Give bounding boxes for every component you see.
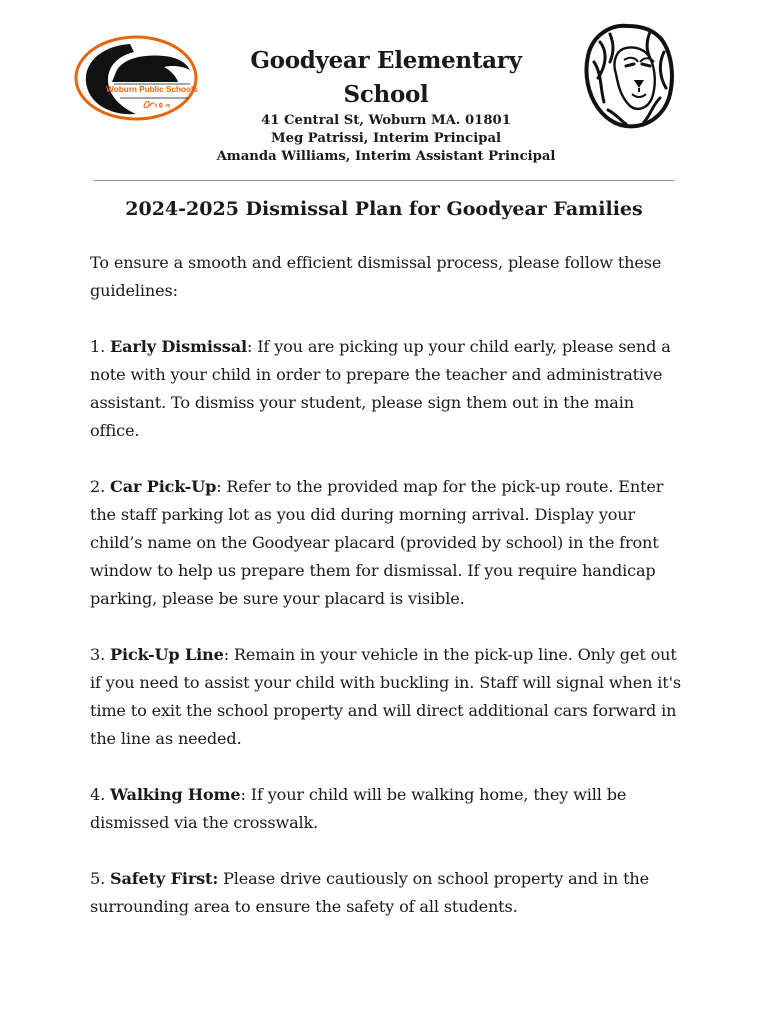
guideline-text: Please drive cautiously on school property and in the surrounding area to ensure the safety of all students. [90, 869, 649, 916]
guideline-separator: : [212, 869, 219, 888]
principal-name: Meg Patrissi, Interim Principal [270, 131, 501, 146]
guideline-number: 2. [90, 477, 106, 496]
document-body [90, 249, 682, 949]
assistant-principal-name: Amanda Williams, Interim Assistant Principal [216, 149, 556, 164]
guideline-early-dismissal [90, 333, 682, 445]
guideline-separator: : [246, 337, 253, 356]
guideline-pick-up-line [90, 641, 682, 753]
guideline-safety-first [90, 865, 682, 921]
guideline-text: Refer to the provided map for the pick-up route. Enter the staff parking lot as you did during morning arrival. Display your child’s name on the Goodyear placard (provided by school) in the front window to help us prepare them for dismissal. If you require handicap parking, please be sure your placard is visible. [90, 477, 664, 608]
guideline-heading: Walking Home [110, 785, 241, 804]
school-info [206, 44, 566, 166]
guideline-separator: : [223, 645, 229, 664]
guideline-heading: Car Pick-Up [110, 477, 217, 496]
guideline-text: If you are picking up your child early, please send a note with your child in order to prepare the teacher and administrative assistant. To dismiss your student, please sign them out in the main office. [90, 337, 671, 440]
header-divider [94, 180, 674, 181]
guideline-number: 5. [90, 869, 106, 888]
guideline-separator: : [240, 785, 246, 804]
guideline-heading [110, 869, 218, 888]
guideline-number: 3. [90, 645, 106, 664]
school-address: 41 Central St, Woburn MA. 01801 [261, 113, 511, 128]
guideline-text: Remain in your vehicle in the pick-up line. Only get out if you need to assist your child with buckling in. Staff will signal when it's time to exit the school property and will direct additional cars forward in the line as needed. [90, 645, 681, 748]
guideline-number: 1. [90, 337, 106, 356]
letterhead [0, 0, 768, 180]
lion-head-icon [580, 22, 676, 130]
guideline-heading: Early Dismissal [110, 337, 247, 356]
guideline-number: 4. [90, 785, 106, 804]
guideline-text: If your child will be walking home, they will be dismissed via the crosswalk. [90, 785, 627, 832]
school-name: Goodyear Elementary School [250, 47, 522, 108]
woburn-public-schools-logo [72, 32, 200, 124]
guideline-heading-text: Safety First [110, 869, 213, 888]
guideline-car-pick-up [90, 473, 682, 613]
intro-paragraph: To ensure a smooth and efficient dismissal process, please follow these guidelines: [90, 253, 662, 300]
guideline-heading: Pick-Up Line [110, 645, 224, 664]
document-title: 2024-2025 Dismissal Plan for Goodyear Families [125, 198, 643, 220]
guideline-separator: : [216, 477, 222, 496]
guideline-walking-home [90, 781, 682, 837]
logo-district-text: Woburn Public Schools [106, 85, 198, 94]
